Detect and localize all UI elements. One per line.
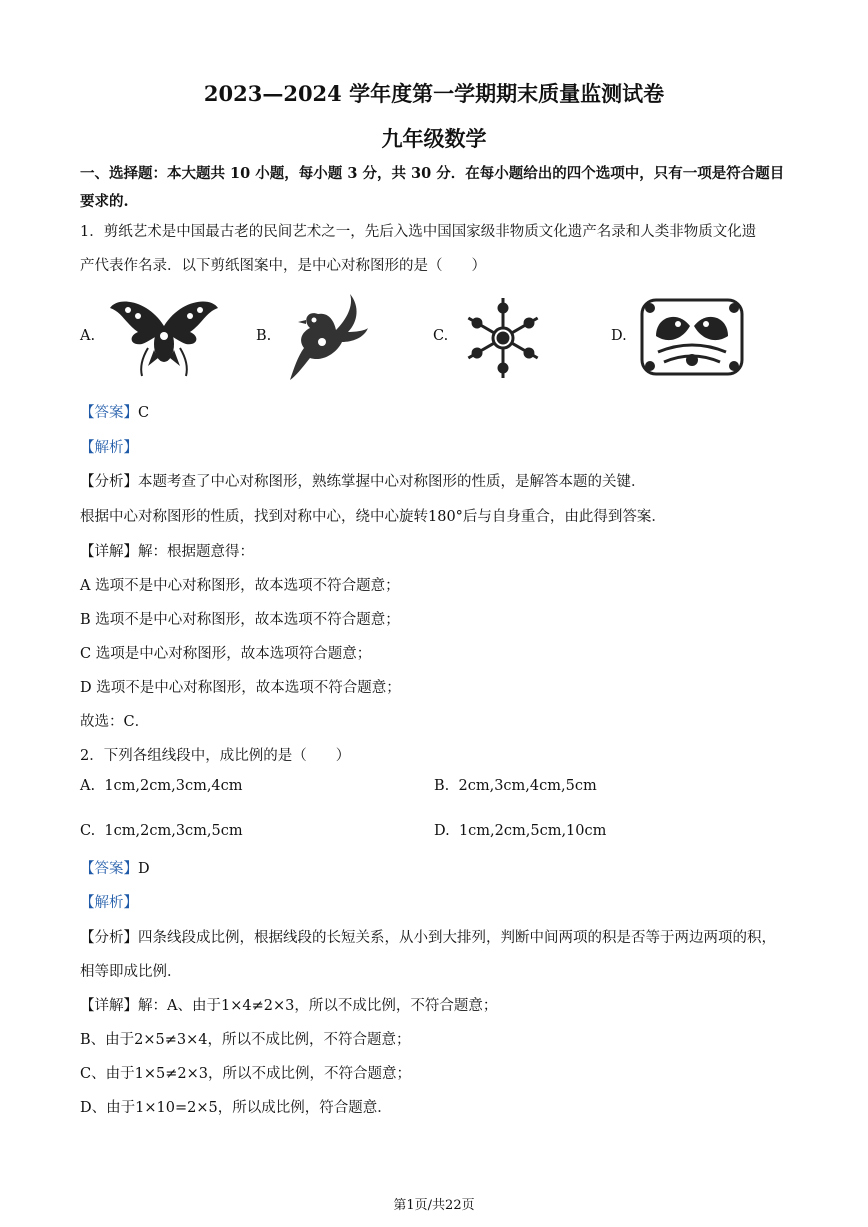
- q2-answer: [80, 857, 150, 878]
- detail-text: 解：根据题意得：: [138, 544, 254, 560]
- q1-answer: [80, 401, 149, 422]
- q2-option-b: [434, 778, 597, 794]
- fenxi-tag: 【分析】: [80, 474, 138, 490]
- q2-detail-line-d: D、由于1×10=2×5，所以成比例，符合题意．: [80, 1100, 392, 1116]
- q2-fenxi-line2: 相等即成比例．: [80, 964, 182, 980]
- detail-text: 解：A、由于1×4≠2×3，所以不成比例，不符合题意；: [138, 998, 498, 1014]
- fenxi-tag: 【分析】: [80, 930, 138, 946]
- q1-detail-line-b: B 选项不是中心对称图形，故本选项不符合题意；: [80, 612, 400, 628]
- q1-detail-line-a: A 选项不是中心对称图形，故本选项不符合题意；: [80, 578, 400, 594]
- butterfly-papercut-icon: [108, 296, 220, 378]
- q1-fenxi: [80, 470, 646, 491]
- option-label: C.: [80, 823, 96, 839]
- q1-option-b-label: B.: [256, 328, 272, 344]
- q2-detail-line-a: [80, 994, 497, 1015]
- q1-analysis-tag: 【解析】: [80, 440, 138, 456]
- page-number: 第1页/共22页: [393, 1198, 475, 1213]
- snowflake-papercut-icon: [458, 294, 548, 382]
- q2-stem: 2．下列各组线段中，成比例的是（ ）: [80, 748, 351, 764]
- option-label: B.: [434, 778, 450, 794]
- q2-option-d: [434, 823, 606, 839]
- q1-detail-line-d: D 选项不是中心对称图形，故本选项不符合题意；: [80, 680, 401, 696]
- q2-option-c: [80, 823, 243, 839]
- q2-analysis-tag: 【解析】: [80, 895, 138, 911]
- page-subtitle: 九年级数学: [381, 126, 487, 151]
- twin-fish-papercut-icon: [638, 296, 746, 378]
- answer-value: C: [138, 405, 150, 421]
- q1-option-d-label: D.: [611, 328, 627, 344]
- option-text: 1cm,2cm,3cm,4cm: [104, 778, 243, 794]
- q1-reason: 根据中心对称图形的性质，找到对称中心，绕中心旋转180°后与自身重合，由此得到答案．: [80, 509, 666, 525]
- fenxi-text: 本题考查了中心对称图形，熟练掌握中心对称图形的性质，是解答本题的关键．: [138, 474, 646, 490]
- answer-tag: 【答案】: [80, 405, 138, 421]
- option-text: 1cm,2cm,3cm,5cm: [104, 823, 243, 839]
- q1-stem-line1: 1．剪纸艺术是中国最古老的民间艺术之一，先后入选中国国家级非物质文化遗产名录和人类非物质文化遗: [80, 224, 757, 240]
- option-label: D.: [434, 823, 450, 839]
- q2-option-a: [80, 778, 243, 794]
- swallow-papercut-icon: [288, 292, 370, 382]
- fenxi-text: 四条线段成比例，根据线段的长短关系，从小到大排列，判断中间两项的积是否等于两边两项的积，: [138, 930, 776, 946]
- q2-detail-line-c: C、由于1×5≠2×3，所以不成比例，不符合题意；: [80, 1066, 411, 1082]
- q1-conclusion: 故选：C．: [80, 714, 150, 730]
- detail-tag: 【详解】: [80, 544, 138, 560]
- q1-detail-line-c: C 选项是中心对称图形，故本选项符合题意；: [80, 646, 372, 662]
- section-heading-line2: 要求的.: [80, 193, 129, 210]
- answer-tag: 【答案】: [80, 861, 138, 877]
- q1-option-c-label: C.: [433, 328, 449, 344]
- option-text: 1cm,2cm,5cm,10cm: [458, 823, 607, 839]
- q2-detail-line-b: B、由于2×5≠3×4，所以不成比例，不符合题意；: [80, 1032, 411, 1048]
- q1-detail: [80, 540, 254, 561]
- q1-stem-line2: 产代表作名录．以下剪纸图案中，是中心对称图形的是（ ）: [80, 258, 486, 274]
- section-heading-line1: 一、选择题：本大题共 10 小题，每小题 3 分，共 30 分．在每小题给出的四个选项中，只有一项是符合题目: [80, 165, 785, 182]
- option-label: A.: [80, 778, 96, 794]
- q2-fenxi-line1: [80, 926, 776, 947]
- option-text: 2cm,3cm,4cm,5cm: [458, 778, 597, 794]
- detail-tag: 【详解】: [80, 998, 138, 1014]
- page-title: 2023—2024 学年度第一学期期末质量监测试卷: [203, 81, 665, 106]
- q1-option-a-label: A.: [80, 328, 96, 344]
- answer-value: D: [138, 861, 150, 877]
